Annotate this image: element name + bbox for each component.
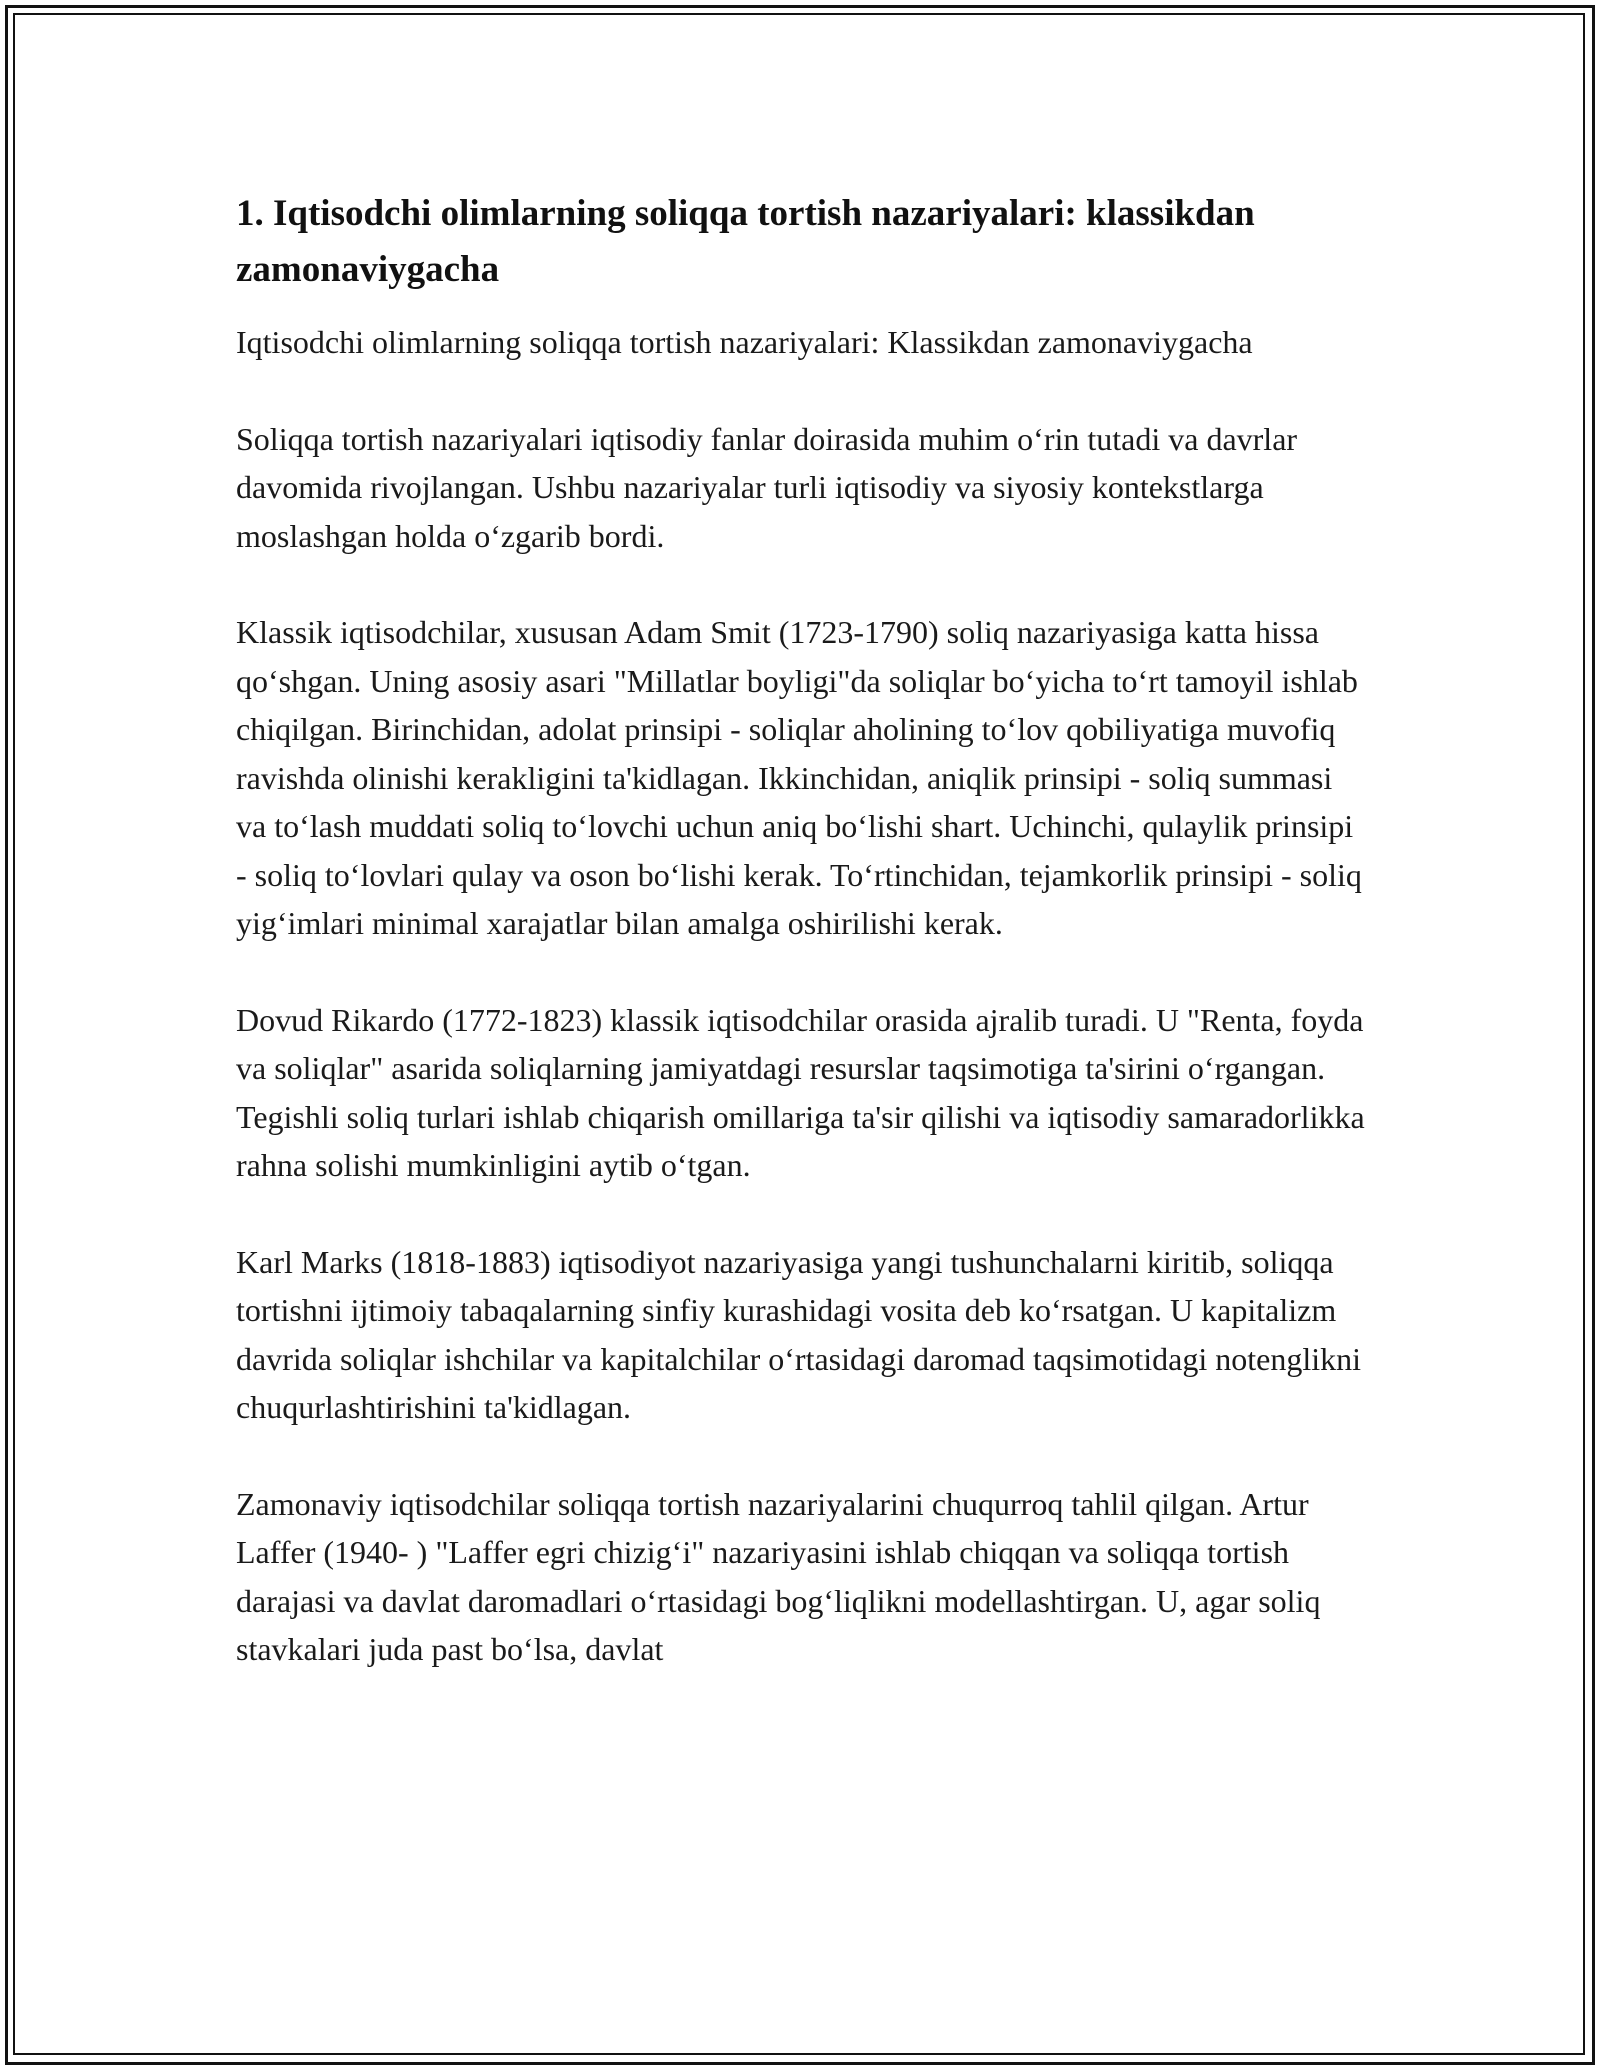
paragraph-subtitle: Iqtisodchi olimlarning soliqqa tortish nazariyalari: Klassikdan zamonaviygacha — [236, 324, 1253, 360]
paragraph-rikardo: Dovud Rikardo (1772-1823) klassik iqtisodchilar orasida ajralib turadi. U "Renta, foyda va soliqlar" asarida soliqlarning jamiyatdagi resurslar taqsimotiga ta'sirini o‘rgangan. Tegishli soliq turlari ishlab chiqarish omillariga ta'sir qilishi va iqtisodiy samaradorlikka rahna solishi mumkinligini aytib o‘tgan. — [236, 1001, 1365, 1183]
document-body — [236, 186, 1366, 1722]
paragraph-intro: Soliqqa tortish nazariyalari iqtisodiy fanlar doirasida muhim o‘rin tutadi va davrlar davomida rivojlangan. Ushbu nazariyalar turli iqtisodiy va siyosiy kontekstlarga moslashgan holda o‘zgarib bordi. — [236, 420, 1298, 554]
section-heading: 1. Iqtisodchi olimlarning soliqqa tortish nazariyalari: klassikdan zamonaviygacha — [236, 193, 1255, 290]
paragraph-adam-smit: Klassik iqtisodchilar, xususan Adam Smit (1723-1790) soliq nazariyasiga katta hissa qo‘shgan. Uning asosiy asari "Millatlar boyligi"da soliqlar bo‘yicha to‘rt tamoyil ishlab chiqilgan. Birinchidan, adolat prinsipi - soliqlar aholining to‘lov qobiliyatiga muvofiq ravishda olinishi kerakligini ta'kidlagan. Ikkinchidan, aniqlik prinsipi - soliq summasi va to‘lash muddati soliq to‘lovchi uchun aniq bo‘lishi shart. Uchinchi, qulaylik prinsipi - soliq to‘lovlari qulay va oson bo‘lishi kerak. To‘rtinchidan, tejamkorlik prinsipi - soliq yig‘imlari minimal xarajatlar bilan amalga oshirilishi kerak. — [236, 614, 1362, 941]
paragraph-marks: Karl Marks (1818-1883) iqtisodiyot nazariyasiga yangi tushunchalarni kiritib, soliqqa tortishni ijtimoiy tabaqalarning sinfiy kurashidagi vosita deb ko‘rsatgan. U kapitalizm davrida soliqlar ishchilar va kapitalchilar o‘rtasidagi daromad taqsimotidagi notenglikni chuqurlashtirishini ta'kidlagan. — [236, 1243, 1362, 1425]
paragraph-laffer: Zamonaviy iqtisodchilar soliqqa tortish nazariyalarini chuqurroq tahlil qilgan. Artur Laffer (1940- ) "Laffer egri chizig‘i" nazariyasini ishlab chiqqan va soliqqa tortish darajasi va davlat daromadlari o‘rtasidagi bog‘liqlikni modellashtirgan. U, agar soliq stavkalari juda past bo‘lsa, davlat — [236, 1485, 1321, 1667]
